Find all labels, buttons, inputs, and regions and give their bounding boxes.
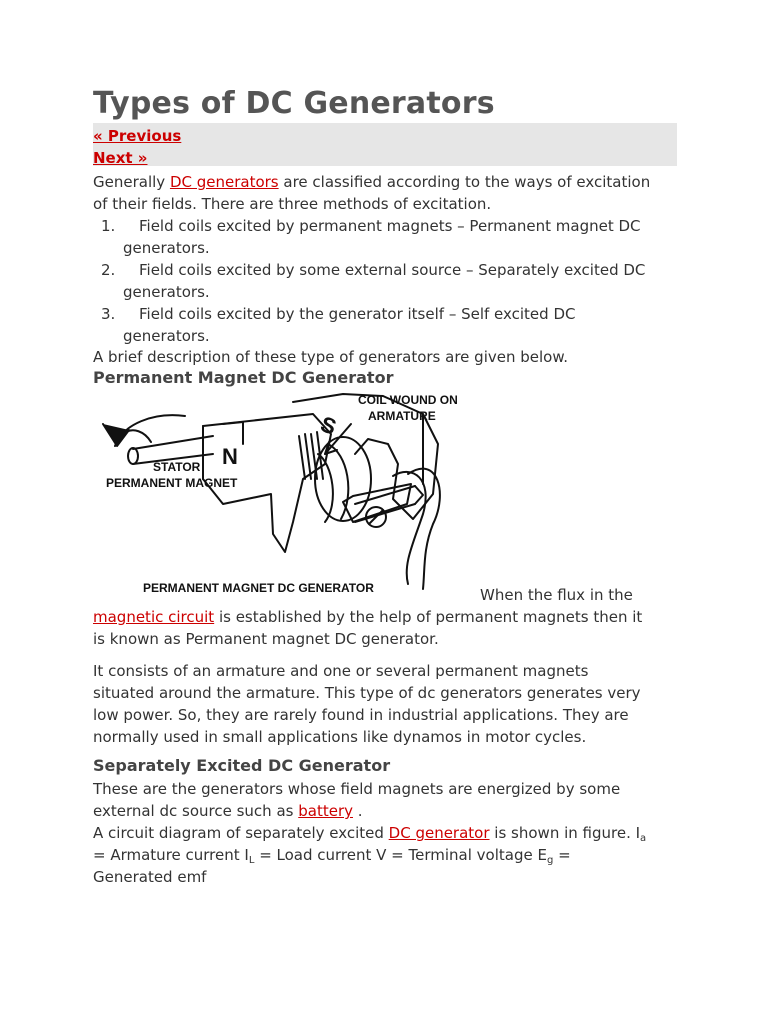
sep-text: is shown in figure. I — [489, 824, 641, 842]
subscript-a: a — [640, 833, 647, 844]
list-item: Field coils excited by permanent magnets – Permanent magnet DC — [139, 217, 641, 235]
pm-heading: Permanent Magnet DC Generator — [93, 368, 394, 387]
nav-box — [93, 123, 677, 166]
sep-heading: Separately Excited DC Generator — [93, 756, 391, 775]
sep-text: = Load current V = Terminal voltage E — [254, 846, 547, 864]
brief-text: A brief description of these type of generators are given below. — [93, 348, 568, 366]
pm-text-2: is established by the help of permanent magnets then it — [214, 608, 643, 626]
label-coil-2: ARMATURE — [368, 409, 436, 423]
pm-line-2 — [93, 606, 642, 628]
list-item: Field coils excited by the generator itself – Self excited DC — [139, 305, 576, 323]
list-number: 3. — [101, 305, 116, 323]
list-item: generators. — [123, 327, 210, 345]
sep-line-5: Generated emf — [93, 868, 207, 886]
label-s: S — [317, 411, 340, 440]
sep-text: external dc source such as — [93, 802, 299, 820]
list-item: Field coils excited by some external source – Separately excited DC — [139, 261, 646, 279]
subscript-l: L — [248, 855, 255, 866]
label-coil-1: COIL WOUND ON — [358, 393, 458, 407]
next-link[interactable]: Next » — [93, 149, 148, 167]
pm-text-1: When the flux in the — [480, 586, 633, 604]
list-item: generators. — [123, 283, 210, 301]
pm-para2-line: It consists of an armature and one or several permanent magnets — [93, 662, 589, 680]
pm-para2-line: low power. So, they are rarely found in industrial applications. They are — [93, 706, 629, 724]
subscript-g: g — [546, 855, 554, 866]
list-number: 1. — [101, 217, 116, 235]
previous-link[interactable]: « Previous — [93, 127, 182, 145]
figure-caption: PERMANENT MAGNET DC GENERATOR — [143, 581, 374, 595]
label-stator-2: PERMANENT MAGNET — [106, 476, 238, 490]
pm-line-3: is known as Permanent magnet DC generator. — [93, 630, 439, 648]
label-n: N — [222, 444, 238, 469]
sep-line-1: These are the generators whose field magnets are energized by some — [93, 780, 621, 798]
intro-text: are classified according to the ways of excitation — [278, 173, 651, 191]
list-item: generators. — [123, 239, 210, 257]
dc-generators-link[interactable]: DC generators — [169, 173, 279, 191]
list-number: 2. — [101, 261, 116, 279]
sep-text: = — [553, 846, 571, 864]
intro-line-1 — [93, 171, 650, 193]
dc-generator-link[interactable]: DC generator — [388, 824, 490, 842]
sep-text: . — [352, 802, 363, 820]
pm-para2-line: situated around the armature. This type of dc generators generates very — [93, 684, 641, 702]
pm-generator-figure — [93, 384, 475, 599]
sep-line-2 — [93, 800, 363, 822]
battery-link[interactable]: battery — [298, 802, 353, 820]
magnetic-circuit-link[interactable]: magnetic circuit — [93, 608, 215, 626]
intro-line-2: of their fields. There are three methods of excitation. — [93, 195, 492, 213]
intro-text: Generally — [93, 173, 170, 191]
pm-para2-line: normally used in small applications like dynamos in motor cycles. — [93, 728, 587, 746]
sep-text: A circuit diagram of separately excited — [93, 824, 389, 842]
sep-text: = Armature current I — [93, 846, 249, 864]
label-stator-1: STATOR — [153, 460, 201, 474]
page-title: Types of DC Generators — [93, 86, 495, 121]
